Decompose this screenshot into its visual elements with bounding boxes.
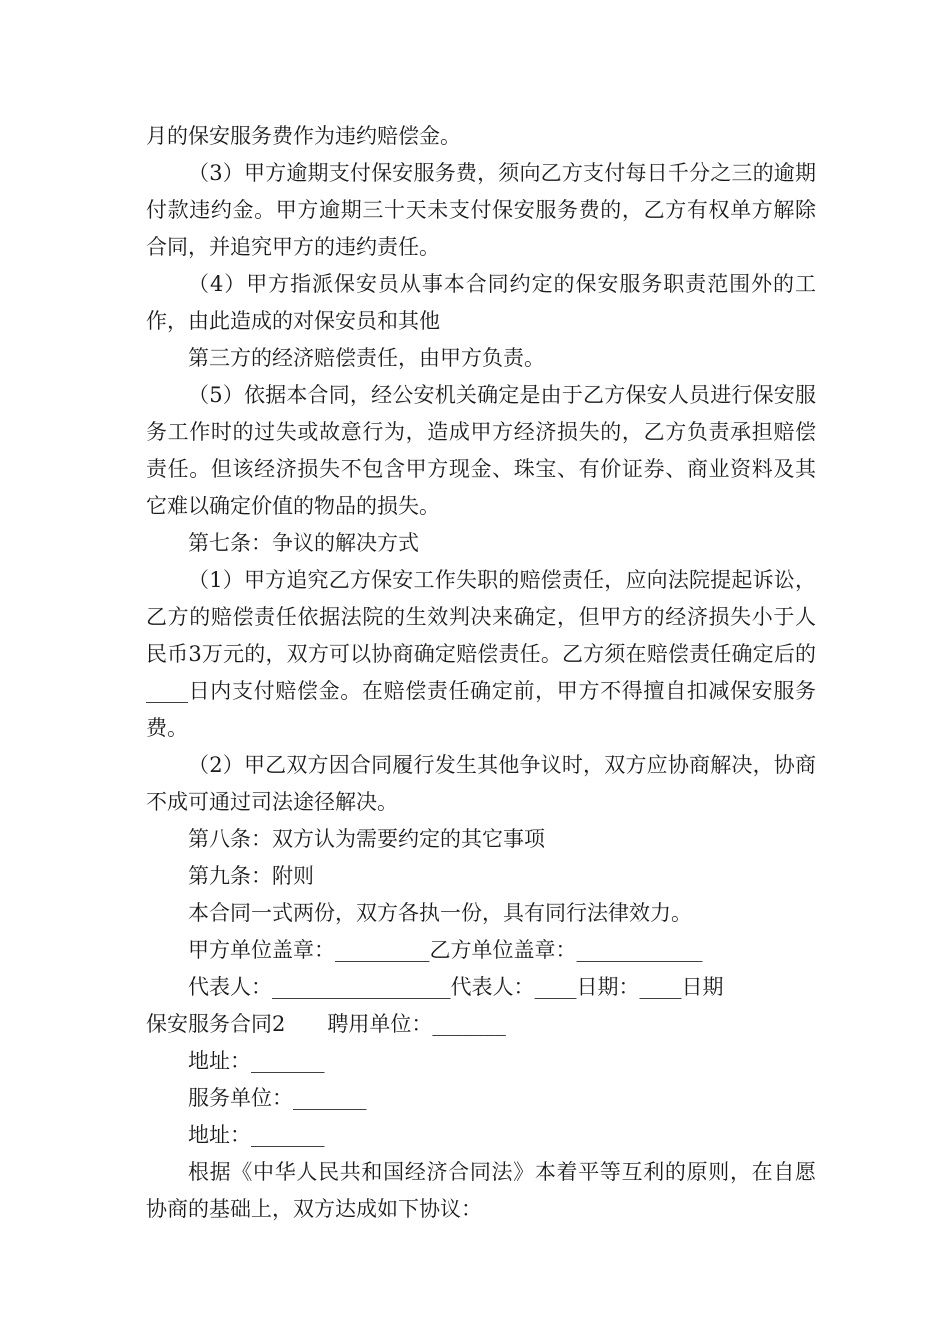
document-paragraph: （2）甲乙双方因合同履行发生其他争议时，双方应协商解决，协商不成可通过司法途径解决。 <box>146 753 816 814</box>
document-paragraph: 第九条：附则 <box>188 864 314 888</box>
document-paragraph: 月的保安服务费作为违约赔偿金。 <box>146 124 461 148</box>
document-paragraph: 本合同一式两份，双方各执一份，具有同行法律效力。 <box>188 901 692 925</box>
document-paragraph: 服务单位：_______ <box>188 1086 367 1110</box>
document-paragraph: 代表人：_________________代表人：____日期：____日期 <box>188 975 724 999</box>
document-paragraph: （5）依据本合同，经公安机关确定是由于乙方保安人员进行保安服务工作时的过失或故意行为，造成甲方经济损失的，乙方负责承担赔偿责任。但该经济损失不包含甲方现金、珠宝、有价证券、商业资料及其它难以确定价值的物品的损失。 <box>146 383 816 518</box>
document-paragraph: 第七条：争议的解决方式 <box>188 531 419 555</box>
document-paragraph: （4）甲方指派保安员从事本合同约定的保安服务职责范围外的工作，由此造成的对保安员和其他 <box>146 272 816 333</box>
document-paragraph: 第三方的经济赔偿责任，由甲方负责。 <box>188 346 545 370</box>
document-paragraph: （3）甲方逾期支付保安服务费，须向乙方支付每日千分之三的逾期付款违约金。甲方逾期三十天未支付保安服务费的，乙方有权单方解除合同，并追究甲方的违约责任。 <box>146 161 816 259</box>
document-paragraph: （1）甲方追究乙方保安工作失职的赔偿责任，应向法院提起诉讼，乙方的赔偿责任依据法院的生效判决来确定，但甲方的经济损失小于人民币3万元的，双方可以协商确定赔偿责任。乙方须在赔偿责任确定后的____日内支付赔偿金。在赔偿责任确定前，甲方不得擅自扣减保安服务费。 <box>146 568 816 740</box>
document-paragraph: 根据《中华人民共和国经济合同法》本着平等互利的原则，在自愿协商的基础上，双方达成如下协议： <box>146 1160 816 1221</box>
document-paragraph: 甲方单位盖章：_________乙方单位盖章：____________ <box>188 938 703 962</box>
document-paragraph: 第八条：双方认为需要约定的其它事项 <box>188 827 545 851</box>
document-paragraph: 地址：_______ <box>188 1123 325 1147</box>
document-paragraph: 地址：_______ <box>188 1049 325 1073</box>
document-paragraph: 保安服务合同2 聘用单位：_______ <box>146 1012 506 1036</box>
document-body <box>146 118 816 1228</box>
